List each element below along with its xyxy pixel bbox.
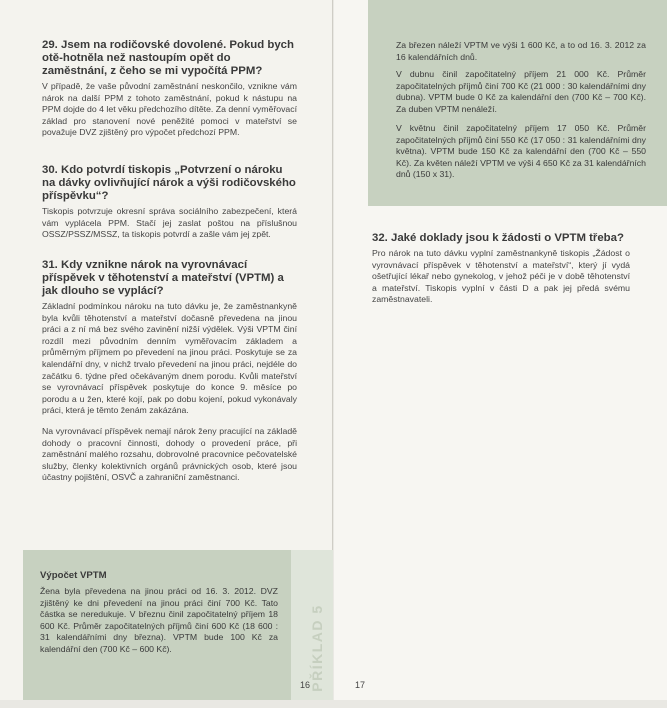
example-title: Výpočet VPTM [40, 570, 107, 581]
continuation-paragraph-3: V květnu činil započitatelný příjem 17 050 Kč. Průměr započitatelných příjmů činí 550 Kč (17 050 : 31 kalendářními dny května). VPTM bude 150 Kč za kalendářní den (700 Kč – 550 Kč). Za květen náleží VPTM ve výši 4 650 Kč za 31 kalendářních dnů (150 x 31). [396, 123, 646, 180]
example-box [23, 550, 291, 700]
question-31-body-1: Základní podmínkou nároku na tuto dávku je, že zaměstnankyně byla kvůli těhotenství a mateřství dočasně převedena na jinou práci a z ní má bez svého zavinění nižší výdělek. Výši VPTM činí rozdíl mezi původním denním vyměřovacím základem a průměrným příjmem po převedení na jinou práci. Poskytuje se za kalendářní dny, v nichž trvalo převedení na jinou práci, nejdéle do začátku 6. týdne před očekávaným dnem porodu. Kvůli mateřství se vyrovnávací příspěvek poskytuje do konce 9. měsíce po porodu a u žen, které kojí, pak po dobu kojení, pokud vykonávaly práci, která je těmto ženám zakázána. [42, 301, 297, 416]
question-29-body: V případě, že vaše původní zaměstnání neskončilo, vznikne vám nárok na další PPM z tohoto zaměstnání, pokud k nástupu na PPM dojde do 4 let věku předchozího dítěte. Za denní vyměřovací základ pro stanovení nové peněžité pomoci v mateřství se považuje DVZ zjištěný pro výpočet předchozí PPM. [42, 81, 297, 138]
question-30-body: Tiskopis potvrzuje okresní správa sociálního zabezpečení, která vám vyplácela PPM. Stačí jej zaslat poštou na příslušnou OSSZ/PSSZ/MSSZ, ta tiskopis potvrdí a zašle vám jej zpět. [42, 206, 297, 240]
continuation-paragraph-1: Za březen náleží VPTM ve výši 1 600 Kč, a to od 16. 3. 2012 za 16 kalendářních dnů. [396, 40, 646, 62]
page-number-left: 16 [300, 680, 311, 690]
question-31-title: 31. Kdy vznikne nárok na vyrovnávací příspěvek v těhotenství a mateřství (VPTM) a jak dlouho se vyplácí? [42, 259, 284, 297]
question-31 [42, 259, 297, 484]
continuation-paragraph-2: V dubnu činil započitatelný příjem 21 000 Kč. Průměr započitatelných příjmů činí 700 Kč (21 000 : 30 kalendářními dny dubna). VPTM bude 0 Kč za kalendářní den (700 Kč – 700 Kč). Za duben VPTM nenáleží. [396, 69, 646, 114]
example-side-tab [291, 550, 333, 700]
question-31-body-2: Na vyrovnávací příspěvek nemají nárok ženy pracující na základě dohody o pracovní činnosti, dohody o provedení práce, při zaměstnání malého rozsahu, dobrovolné pracovnice pečovatelské služby, členky kolektivních orgánů právnických osob, které jsou účastny pojištění, OSVČ a zahraniční zaměstnanci. [42, 425, 297, 483]
question-32-title: 32. Jaké doklady jsou k žádosti o VPTM třeba? [372, 232, 624, 244]
example-continuation-box [368, 0, 667, 206]
question-32 [372, 232, 630, 306]
page-number-right: 17 [355, 680, 366, 690]
example-body: Žena byla převedena na jinou práci od 16. 3. 2012. DVZ zjištěný ke dni převedení na jinou práci činí 700 Kč. Tato částka se neredukuje. V březnu činil započitatelný příjem 18 600 Kč. Průměr započitatelných příjmů činí 600 Kč (18 600 : 31 kalendářními dny března). VPTM bude 100 Kč za kalendářní den (700 Kč – 600 Kč). [40, 586, 278, 654]
question-30-title: 30. Kdo potvrdí tiskopis „Potvrzení o nároku na dávky ovlivňující nárok a výši rodičovského příspěvku“? [42, 164, 296, 202]
left-page [0, 0, 333, 700]
question-30 [42, 164, 297, 241]
question-29 [42, 39, 297, 139]
question-32-body: Pro nárok na tuto dávku vyplní zaměstnankyně tiskopis „Žádost o vyrovnávací příspěvek v těhotenství a mateřství“, který jí vydá ošetřující lékař nebo gynekolog, v jehož péči je v době těhotenství a mateřství. Tiskopis vyplní v části D a pak jej předá svému zaměstnavateli. [372, 248, 630, 305]
question-29-title: 29. Jsem na rodičovské dovolené. Pokud bych otě-hotněla než nastoupím opět do zaměstnání, z čeho se mi vypočítá PPM? [42, 39, 294, 77]
example-side-label: PŘÍKLAD 5 [309, 604, 325, 692]
